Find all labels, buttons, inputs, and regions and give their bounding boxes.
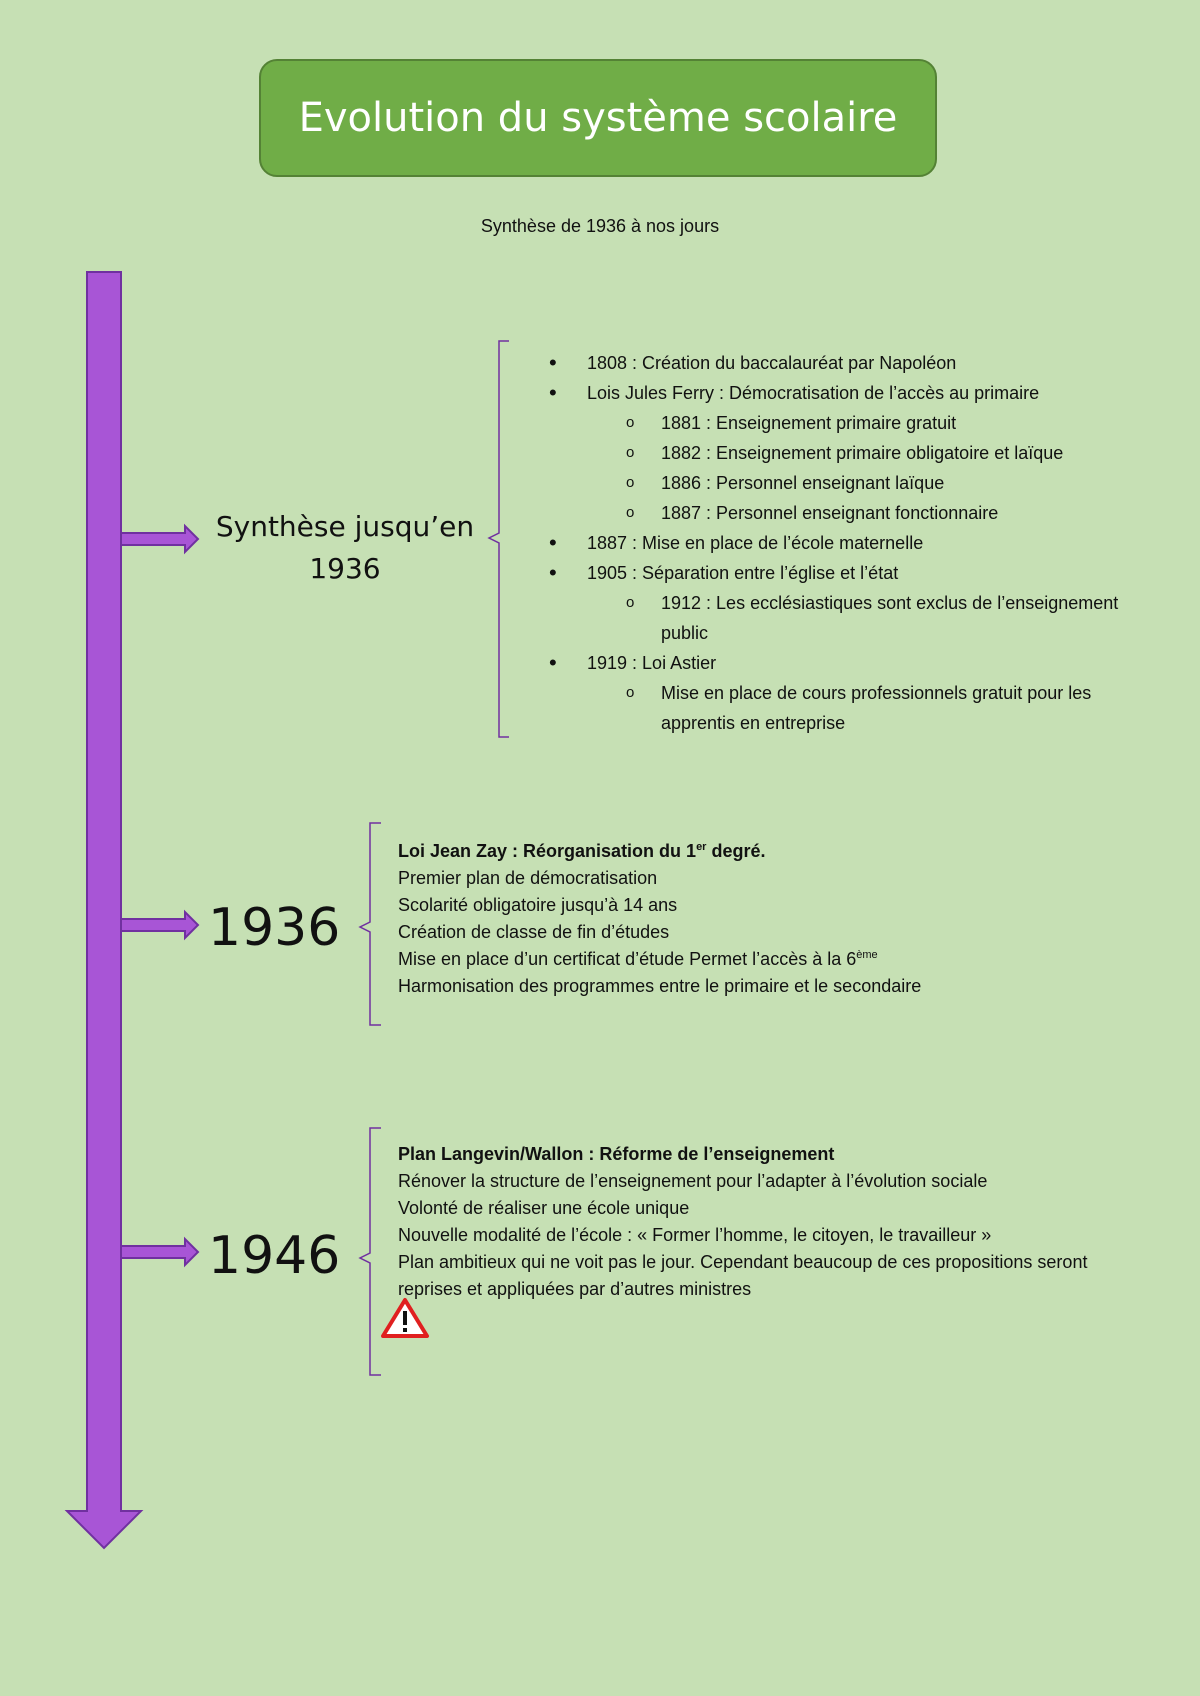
list-item: • 1808 : Création du baccalauréat par Napoléon (540, 348, 1140, 378)
list-subitem: o 1882 : Enseignement primaire obligatoire et laïque (540, 438, 1140, 468)
block-1946-line: Volonté de réaliser une école unique (398, 1198, 690, 1218)
label-synthese-line2: 1936 (309, 552, 381, 585)
block-1946-heading: Plan Langevin/Wallon : Réforme de l’enseignement (398, 1144, 835, 1164)
list-item: • 1887 : Mise en place de l’école maternelle (540, 528, 1140, 558)
brace-1946 (360, 1128, 381, 1375)
list-subitem: o 1881 : Enseignement primaire gratuit (540, 408, 1140, 438)
label-1946: 1946 (208, 1226, 341, 1286)
synthese-list (540, 348, 1140, 738)
label-1936: 1936 (208, 898, 341, 958)
page-title: Evolution du système scolaire (298, 95, 898, 141)
block-1936-line: Premier plan de démocratisation (398, 868, 658, 888)
block-1946-line: Nouvelle modalité de l’école : « Former l’homme, le citoyen, le travailleur » (398, 1225, 992, 1245)
label-synthese-line1: Synthèse jusqu’en (215, 510, 475, 543)
list-subitem: o 1887 : Personnel enseignant fonctionnaire (540, 498, 1140, 528)
list-subitem: o 1912 : Les ecclésiastiques sont exclus de l’enseignement public (540, 588, 1140, 648)
list-item: • 1905 : Séparation entre l’église et l’état (540, 558, 1140, 588)
block-1936-line: Harmonisation des programmes entre le primaire et le secondaire (398, 976, 922, 996)
list-subitem: o Mise en place de cours professionnels gratuit pour les apprentis en entreprise (540, 678, 1140, 738)
warning-triangle-icon (380, 1297, 430, 1339)
block-1946-line: Rénover la structure de l’enseignement pour l’adapter à l’évolution sociale (398, 1171, 988, 1191)
list-item: • Lois Jules Ferry : Démocratisation de l’accès au primaire (540, 378, 1140, 408)
block-1936-line: Création de classe de fin d’études (398, 922, 670, 942)
page-subtitle: Synthèse de 1936 à nos jours (480, 216, 720, 236)
label-synthese (195, 506, 495, 590)
block-1936-heading: Loi Jean Zay : Réorganisation du 1er degré. (398, 841, 766, 861)
brace-1936 (360, 823, 381, 1025)
list-subitem: o 1886 : Personnel enseignant laïque (540, 468, 1140, 498)
branch-arrow-synthese (121, 526, 198, 552)
list-item: • 1919 : Loi Astier (540, 648, 1140, 678)
branch-arrow-1936 (121, 912, 198, 938)
block-1936 (398, 838, 1138, 1000)
timeline-arrow (67, 272, 141, 1548)
block-1936-line: Mise en place d’un certificat d’étude Permet l’accès à la 6ème (398, 949, 878, 969)
branch-arrow-1946 (121, 1239, 198, 1265)
block-1936-line: Scolarité obligatoire jusqu’à 14 ans (398, 895, 678, 915)
block-1946-line: Plan ambitieux qui ne voit pas le jour. Cependant beaucoup de ces propositions seront reprises et appliquées par d’autres ministres (398, 1252, 1088, 1299)
block-1946 (398, 1141, 1138, 1303)
